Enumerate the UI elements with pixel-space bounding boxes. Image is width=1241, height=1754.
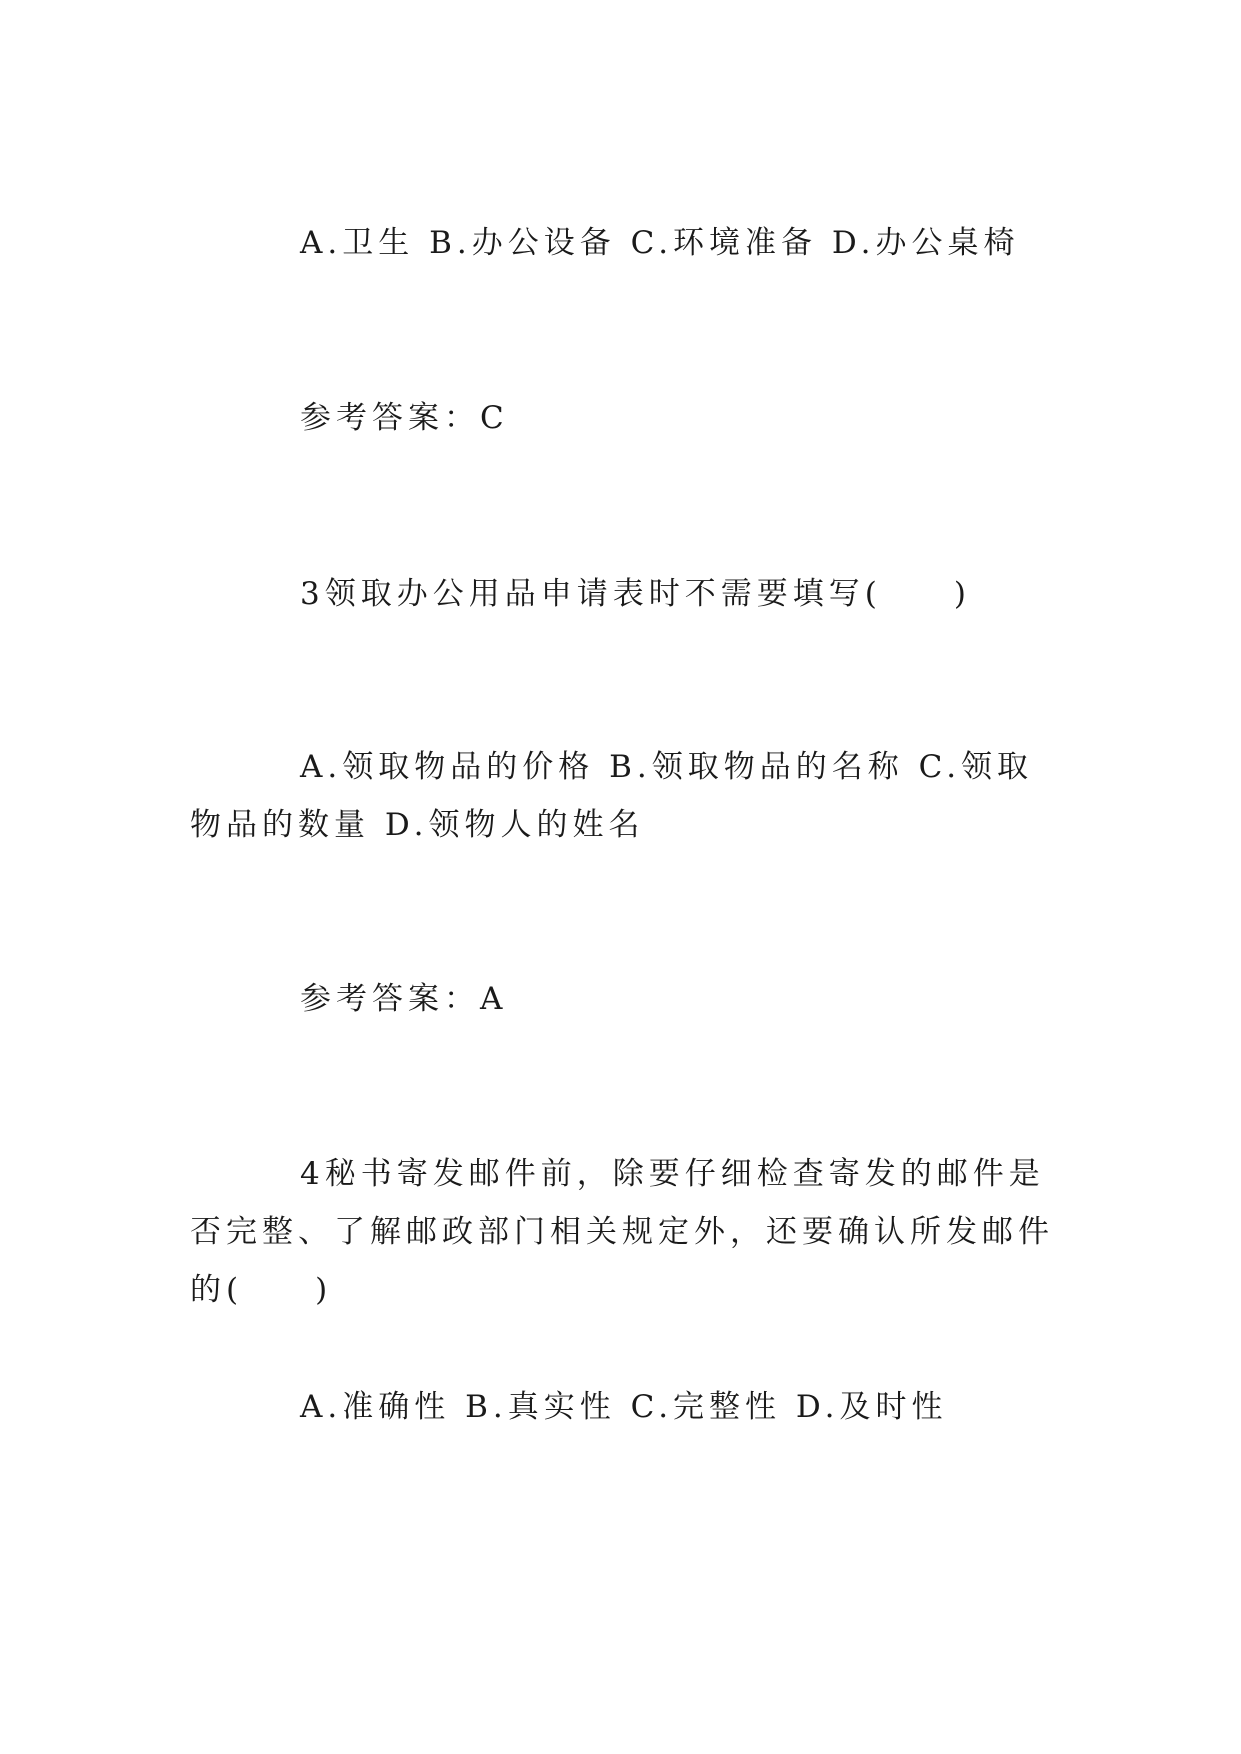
reference-answer-q3: 参考答案：A [300, 981, 508, 1017]
answer-options-q3: A.领取物品的价格 B.领取物品的名称 C.领取物品的数量 D.领物人的姓名 [190, 749, 1034, 843]
answer-options-q2: A.卫生 B.办公设备 C.环境准备 D.办公桌椅 [300, 225, 1020, 261]
question-3: 3领取办公用品申请表时不需要填写( ) [300, 576, 971, 612]
reference-answer-q2: 参考答案：C [300, 400, 509, 436]
answer-options-q4: A.准确性 B.真实性 C.完整性 D.及时性 [300, 1389, 948, 1425]
question-4: 4秘书寄发邮件前，除要仔细检查寄发的邮件是否完整、了解邮政部门相关规定外，还要确认所发邮件的( ) [190, 1156, 1054, 1308]
